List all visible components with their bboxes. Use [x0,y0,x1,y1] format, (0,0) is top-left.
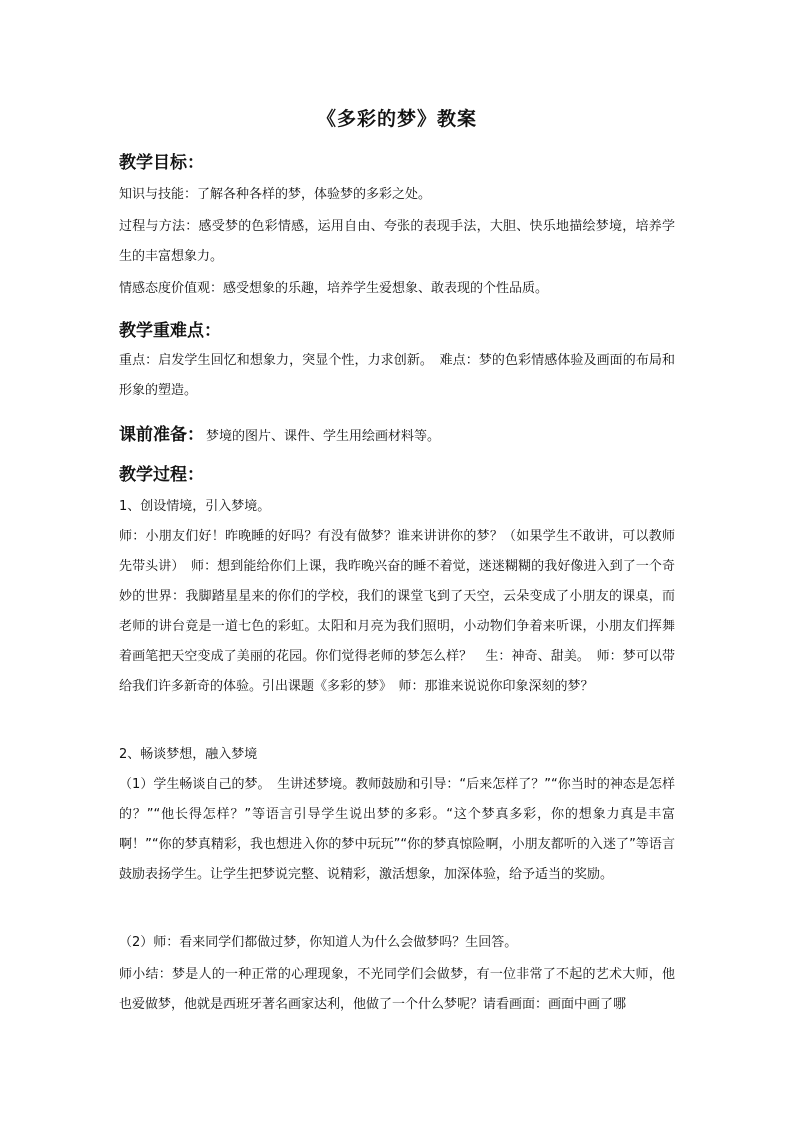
process-paragraph-intro: 师：小朋友们好！昨晚睡的好吗？有没有做梦？谁来讲讲你的梦？（如果学生不敢讲，可以教师先带头讲） 师：想到能给你们上课，我昨晚兴奋的睡不着觉，迷迷糊糊的我好像进入到了一个奇妙的世界：我脚踏星星来的你们的学校，我们的课堂飞到了天空，云朵变成了小朋友的课桌，而老师的讲台竟是一道七色的彩虹。太阳和月亮为我们照明，小动物们争着来听课，小朋友们挥舞着画笔把天空变成了美丽的花园。你们觉得老师的梦怎么样？ 生：神奇、甜美。 师：梦可以带给我们许多新奇的体验。引出课题《多彩的梦》 师：那谁来说说你印象深刻的梦？ [119,529,675,694]
objectives-heading: 教学目标： [119,153,204,173]
process-step-1: 1、创设情境，引入梦境。 [119,499,271,514]
preparation-text: 梦境的图片、课件、学生用绘画材料等。 [206,429,441,444]
process-paragraph-summary: 师小结：梦是人的一种正常的心理现象，不光同学们会做梦，有一位非常了不起的艺术大师，他也爱做梦，他就是西班牙著名画家达利，他做了一个什么梦呢？请看画面：画面中画了哪 [119,967,675,1012]
objective-knowledge: 知识与技能：了解各种各样的梦，体验梦的多彩之处。 [119,187,432,202]
preparation-heading [119,420,440,445]
preparation-heading-label: 课前准备： [119,425,204,445]
process-paragraph-question: （2）师：看来同学们都做过梦，你知道人为什么会做梦吗？生回答。 [119,935,518,950]
objective-emotion: 情感态度价值观：感受想象的乐趣，培养学生爱想象、敢表现的个性品质。 [119,281,549,296]
document-title: 《多彩的梦》教案 [316,108,477,130]
key-points-heading: 教学重难点： [119,321,221,341]
process-paragraph-share: （1）学生畅谈自己的梦。 生讲述梦境。教师鼓励和引导：“后来怎样了？”“你当时的神态是怎样的？”“他长得怎样？”等语言引导学生说出梦的多彩。“这个梦真多彩，你的想象力真是丰富啊！”“你的梦真精彩，我也想进入你的梦中玩玩”“你的梦真惊险啊，小朋友都听的入迷了”等语言鼓励表扬学生。让学生把梦说完整、说精彩，激活想象，加深体验，给予适当的奖励。 [119,777,675,882]
key-points-text: 重点：启发学生回忆和想象力，突显个性，力求创新。 难点：梦的色彩情感体验及画面的布局和形象的塑造。 [119,353,675,398]
process-step-2: 2、畅谈梦想，融入梦境 [119,747,258,762]
process-heading: 教学过程： [119,465,204,485]
objective-process: 过程与方法：感受梦的色彩情感，运用自由、夸张的表现手法，大胆、快乐地描绘梦境，培养学生的丰富想象力。 [119,219,675,264]
